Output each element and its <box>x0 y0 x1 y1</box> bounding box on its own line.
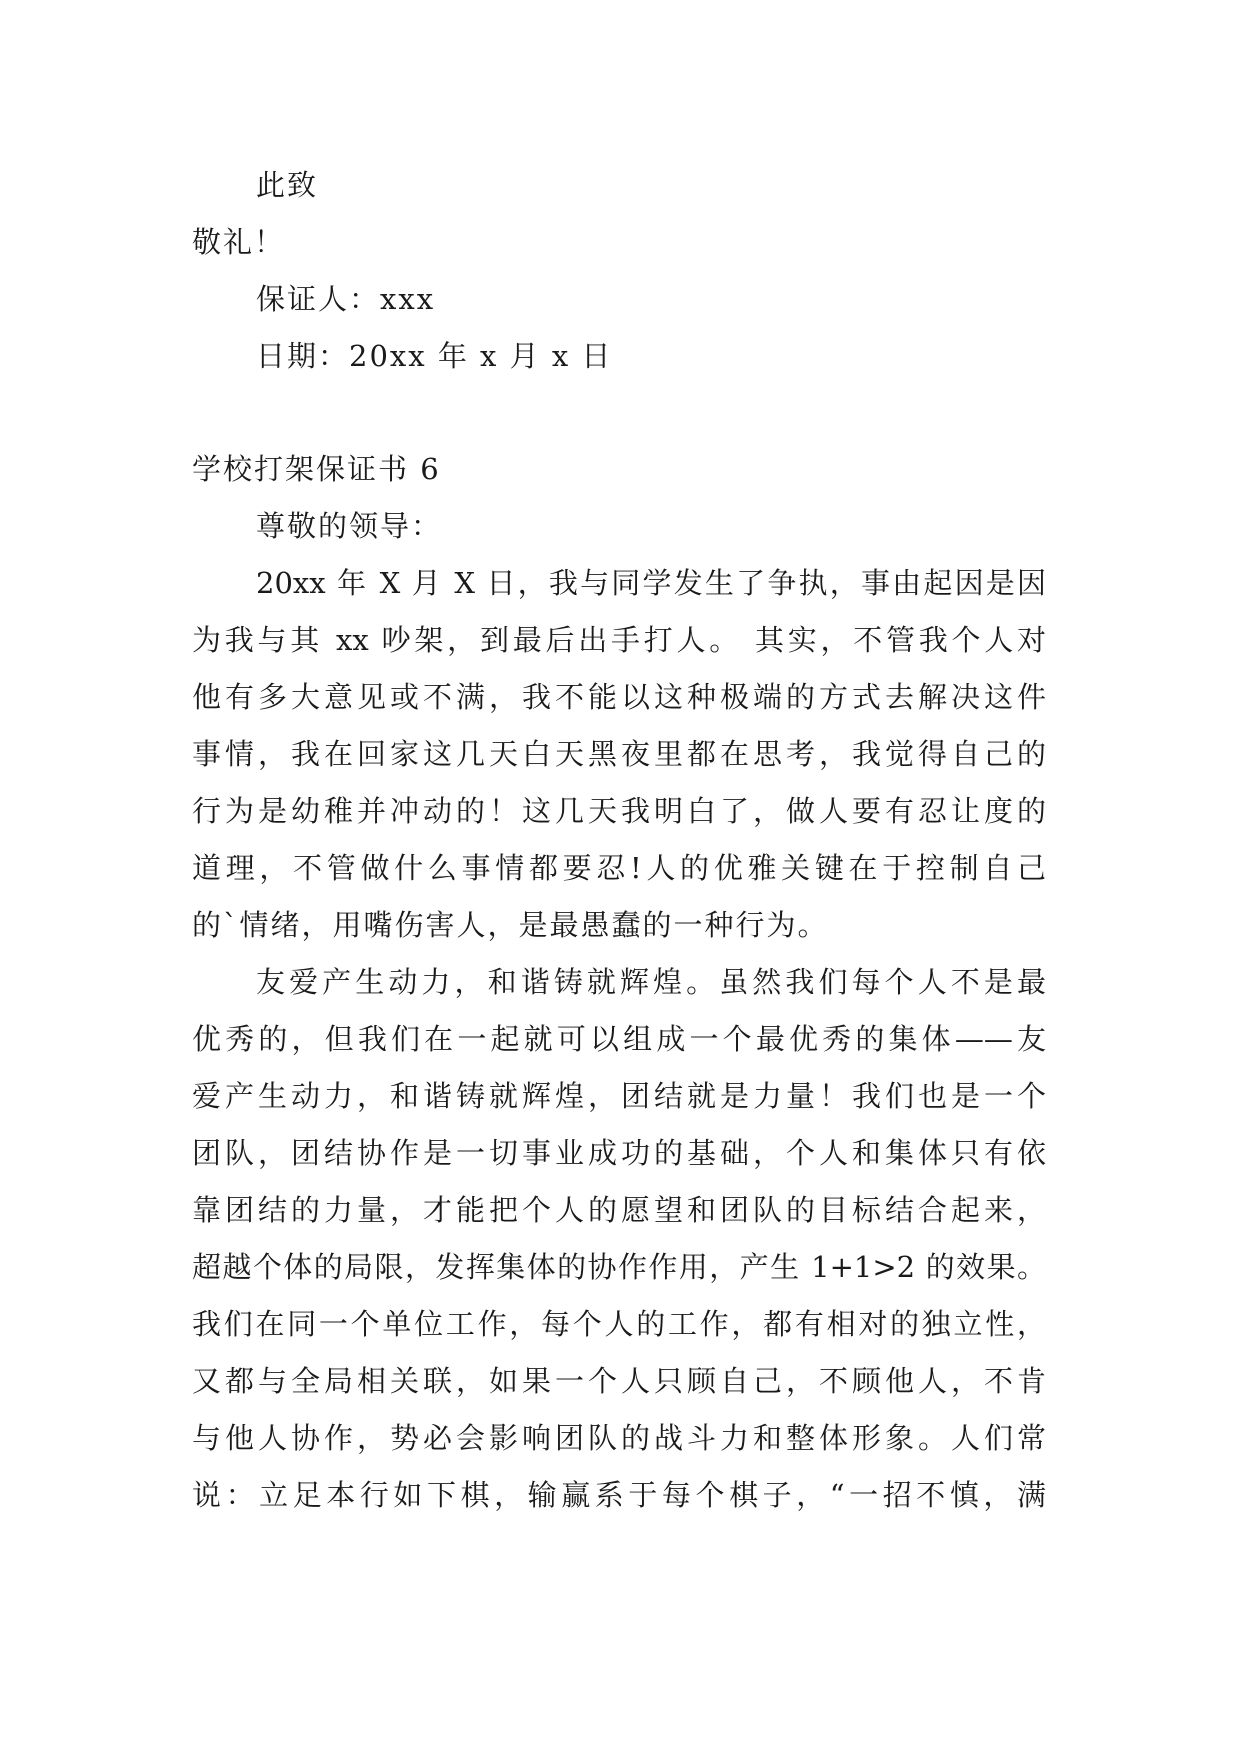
paragraph-2-line: 靠团结的力量，才能把个人的愿望和团队的目标结合起来， <box>192 1193 1046 1227</box>
paragraph-1-line: 的`情绪，用嘴伤害人，是最愚蠢的一种行为。 <box>192 908 829 942</box>
paragraph-2-line: 爱产生动力，和谐铸就辉煌，团结就是力量！我们也是一个 <box>192 1079 1046 1113</box>
date-line: 日期：20xx 年 x 月 x 日 <box>256 339 613 373</box>
section-title: 学校打架保证书 6 <box>192 452 441 486</box>
greeting-line: 尊敬的领导： <box>256 509 443 543</box>
paragraph-2-line: 说：立足本行如下棋，输赢系于每个棋子，“一招不慎，满 <box>192 1478 1046 1512</box>
paragraph-2-line: 我们在同一个单位工作，每个人的工作，都有相对的独立性， <box>192 1307 1046 1341</box>
paragraph-2-line: 超越个体的局限，发挥集体的协作作用，产生 1+1>2 的效果。 <box>192 1250 1046 1284</box>
paragraph-2-line: 友爱产生动力，和谐铸就辉煌。虽然我们每个人不是最 <box>256 965 1046 999</box>
paragraph-2-line: 团队，团结协作是一切事业成功的基础，个人和集体只有依 <box>192 1136 1046 1170</box>
closing-salutation: 此致 <box>256 168 319 202</box>
paragraph-1-line: 行为是幼稚并冲动的！这几天我明白了，做人要有忍让度的 <box>192 794 1046 828</box>
paragraph-1-line: 他有多大意见或不满，我不能以这种极端的方式去解决这件 <box>192 680 1046 714</box>
paragraph-2-line: 优秀的，但我们在一起就可以组成一个最优秀的集体——友 <box>192 1022 1046 1056</box>
paragraph-1-line: 20xx 年 X 月 X 日，我与同学发生了争执，事由起因是因 <box>256 566 1046 600</box>
paragraph-1-line: 为我与其 xx 吵架，到最后出手打人。 其实，不管我个人对 <box>192 623 1046 657</box>
paragraph-2-line: 又都与全局相关联，如果一个人只顾自己，不顾他人，不肯 <box>192 1364 1046 1398</box>
paragraph-1-line: 道理，不管做什么事情都要忍!人的优雅关键在于控制自己 <box>192 851 1046 885</box>
closing-regards: 敬礼！ <box>192 225 286 259</box>
guarantor-line: 保证人：xxx <box>256 282 436 316</box>
paragraph-2-line: 与他人协作，势必会影响团队的战斗力和整体形象。人们常 <box>192 1421 1046 1455</box>
paragraph-1-line: 事情，我在回家这几天白天黑夜里都在思考，我觉得自己的 <box>192 737 1046 771</box>
